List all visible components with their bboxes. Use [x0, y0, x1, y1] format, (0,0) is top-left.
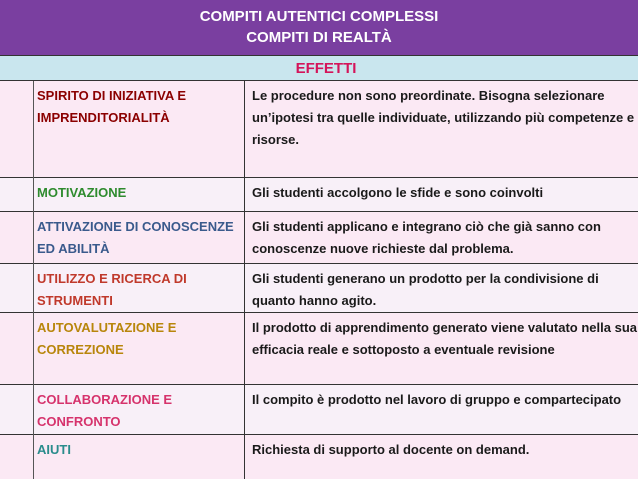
row-label: AUTOVALUTAZIONE E CORREZIONE [0, 313, 245, 384]
table-row [0, 178, 638, 212]
row-text: Richiesta di supporto al docente on demand. [252, 442, 530, 457]
table-row [0, 435, 638, 479]
table-row [0, 212, 638, 264]
header-title-line2: COMPITI DI REALTÀ [246, 29, 392, 46]
effetti-label: EFFETTI [295, 60, 357, 77]
row-text: Le procedure non sono preordinate. Bisogna selezionare un’ipotesi tra quelle individuate, utilizzando più competenze e risorse. [252, 88, 635, 147]
row-label: ATTIVAZIONE DI CONOSCENZE ED ABILITÀ [0, 212, 245, 263]
row-text: Gli studenti accolgono le sfide e sono coinvolti [252, 185, 544, 200]
table-row [0, 313, 638, 385]
table-row [0, 264, 638, 313]
row-text: Gli studenti generano un prodotto per la condivisione di quanto hanno agito. [252, 271, 599, 308]
row-label: MOTIVAZIONE [0, 178, 245, 211]
header-title-line1: COMPITI AUTENTICI COMPLESSI [199, 8, 439, 25]
table-row [0, 81, 638, 178]
row-text: Gli studenti applicano e integrano ciò che già sanno con conoscenze nuove richieste dal problema. [252, 219, 601, 256]
table-row [0, 385, 638, 435]
table-header [0, 0, 638, 56]
row-text: Il prodotto di apprendimento generato viene valutato nella sua efficacia reale e sottoposto a eventuale revisione [252, 320, 637, 357]
row-label: SPIRITO DI INIZIATIVA E IMPRENDITORIALITÀ [0, 81, 245, 177]
effetti-subheader [0, 56, 638, 81]
row-label: UTILIZZO E RICERCA DI STRUMENTI [0, 264, 245, 312]
row-label: AIUTI [0, 435, 245, 479]
row-text: Il compito è prodotto nel lavoro di gruppo e compartecipato [252, 392, 622, 407]
row-label: COLLABORAZIONE E CONFRONTO [0, 385, 245, 434]
left-margin-line [33, 81, 34, 479]
table-body [0, 81, 638, 479]
